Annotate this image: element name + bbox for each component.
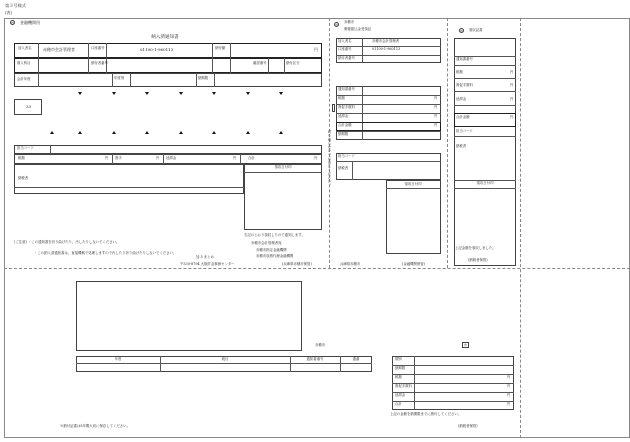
mark-up (212, 131, 216, 134)
mark-down (179, 92, 183, 95)
middle-vertical-note: 切り取らないでお出しください。 (327, 130, 332, 187)
middle-row-value: 赤穂市会計管理者 (372, 39, 400, 43)
right-row-label: 督促手数料 (456, 83, 473, 87)
middle-footer-left: 兵庫県赤穂市 (340, 262, 361, 266)
middle-row-label: 納付者番号 (338, 56, 355, 60)
stamp-circle-right: 市 (460, 29, 464, 33)
footer-right: (兵庫県赤穂市保管) (282, 262, 312, 266)
bottom-page-note: ※納付証書は5年間大切に保存してください。 (60, 424, 130, 428)
right-yen: 円 (510, 83, 514, 87)
form-number: 第３号様式 (5, 3, 26, 8)
subject-row (14, 58, 322, 73)
office-code-label: 担当コード (17, 146, 34, 150)
middle-row-value: 01100-1-960113 (372, 47, 401, 51)
mark-down (112, 92, 116, 95)
cut-line-horizontal (4, 268, 630, 269)
right-yen: 円 (510, 115, 514, 119)
taxpayer-label: 納税者 (18, 176, 29, 180)
office-code-row (14, 145, 322, 154)
fiscal-row (14, 73, 322, 87)
middle-row-label: 口座番号 (338, 47, 352, 51)
mark-up (145, 131, 149, 134)
right-row-label: 合計金額 (456, 115, 470, 119)
middle-amount-label: 督促手数料 (338, 105, 355, 109)
middle-payer-label: 納税者 (338, 166, 349, 170)
account-value: 01100-1-960113 (140, 47, 174, 52)
mark-down (78, 92, 82, 95)
stamp-circle-left: 市 (11, 21, 15, 25)
side-row-label: 合計 (395, 402, 402, 406)
middle-checkbox (332, 104, 335, 112)
cut-line-2 (447, 18, 448, 268)
middle-amount-label: 税額 (338, 96, 345, 100)
row-tax-yen: 円 (105, 156, 109, 160)
middle-receipt-label: 領収日付印 (404, 182, 422, 186)
right-title: 領収証書 (469, 28, 483, 32)
mark-up (179, 131, 183, 134)
right-row-label: 通知書番号 (456, 57, 473, 61)
middle-office-code: 担当コード (338, 154, 355, 158)
row-total-yen: 円 (314, 156, 318, 160)
bottom-header-serial: 通番 (352, 357, 360, 361)
side-footer-note: (納税者保管) (458, 424, 478, 428)
note-1: (ご注意) ・この通知書を折り曲げたり、汚したりしないでください。 (14, 240, 120, 244)
bottom-stamp-box: 市 (464, 342, 468, 347)
mark-up (279, 131, 283, 134)
side-footer: 上記の金額を納期限までに納付してください。 (390, 412, 462, 416)
page-footnote: 加 5 まとめ (196, 255, 214, 259)
left-title: 納入済通知書 (151, 35, 179, 40)
amount-yen: 円 (314, 47, 318, 52)
footer-center: 〒530-8794 大阪貯金事務センター (180, 262, 235, 266)
middle-yen: 円 (434, 114, 438, 118)
subject-label: 歳入科目 (17, 61, 31, 65)
row-fee-yen: 円 (156, 156, 160, 160)
receipt-stamp-box (244, 164, 322, 230)
row-late-label: 延滞金 (166, 156, 177, 160)
mark-up (78, 131, 82, 134)
side-row-label: 延滞金 (395, 393, 406, 397)
middle-title-top: 赤穂市 (344, 20, 355, 24)
row-total-label: 合計 (248, 156, 255, 160)
payer-value: 赤穂市会計管理者 (43, 47, 75, 52)
receipt-date-label: 領収日付印 (274, 165, 292, 169)
account-label: 口座番号 (91, 46, 105, 50)
right-row-label: 税額 (456, 70, 463, 74)
left-part-label: 金融機関用 (20, 20, 40, 25)
small-code-value: 33 (26, 104, 32, 109)
row-late-yen: 円 (233, 156, 237, 160)
side-yen: 円 (507, 375, 511, 379)
side-row-label: 期別 (395, 357, 402, 361)
form-variant: (表) (5, 10, 13, 15)
address-window (76, 281, 302, 351)
due-label: 納期限 (198, 76, 209, 80)
stamp-circle-middle: 市 (335, 23, 339, 27)
right-yen: 円 (510, 97, 514, 101)
mark-up (112, 131, 116, 134)
bank-2: 赤穂市指定金融機関 (256, 248, 287, 252)
middle-receipt-box (386, 180, 441, 254)
mark-down (145, 92, 149, 95)
middle-yen: 円 (434, 96, 438, 100)
bottom-tax-item: 赤穂市 (315, 343, 326, 347)
side-yen: 円 (507, 402, 511, 406)
bank-3: 赤穂市収納代理金融機関 (256, 254, 294, 258)
mark-down (212, 92, 216, 95)
bottom-header-year: 年度 (114, 357, 122, 361)
payer-label: 加入者名 (18, 46, 32, 50)
fiscal-label: 会計年度 (17, 77, 31, 81)
middle-amount-label: 合計金額 (338, 123, 352, 127)
mark-up (246, 131, 250, 134)
middle-yen: 円 (434, 105, 438, 109)
middle-footer-right: (金融機関保管) (402, 262, 425, 266)
right-yen: 円 (510, 70, 514, 74)
right-receipt-label: 領収日付印 (476, 181, 494, 185)
middle-amount-label: 延滞金 (338, 114, 349, 118)
side-row-label: 税額 (395, 375, 402, 379)
mark-down (246, 92, 250, 95)
mark-up (50, 131, 54, 134)
period-kind-label: 年度別 (114, 76, 125, 80)
side-yen: 円 (507, 384, 511, 388)
mark-down (279, 92, 283, 95)
bottom-header-tax: 税目 (221, 357, 229, 361)
notice-right: 右記のとおり領収したので通知します。 (244, 233, 305, 237)
middle-amount-label: 納期限 (338, 132, 349, 136)
bank-1: 赤穂市会計管理者宛 (251, 241, 282, 245)
calc-label: 確認番号 (253, 61, 267, 65)
amount-label: 納付額 (215, 46, 226, 50)
right-row-label: 延滞金 (456, 97, 467, 101)
right-footer-note: (納税者保管) (468, 258, 488, 262)
bottom-header-notice-no: 通知書番号 (306, 357, 324, 361)
row-fee-label: 督手 (115, 156, 122, 160)
note-2: ・この納入済通知書は、直接機械で処理しますので汚したり折り曲げたりしないでください。 (34, 251, 177, 255)
taxpayer-box (14, 164, 244, 194)
right-footer: 上記金額を領収しました。 (455, 246, 496, 250)
right-office-code: 担当コード (456, 129, 473, 133)
side-row-label: 督促手数料 (395, 384, 412, 388)
middle-title-bottom: 郵便振込金受領証 (344, 27, 372, 31)
side-row-label: 納期限 (395, 366, 406, 370)
middle-row-label: 加入者名 (338, 39, 352, 43)
row-tax-label: 税額 (18, 156, 25, 160)
middle-yen: 円 (434, 123, 438, 127)
cut-line-3 (520, 18, 521, 438)
code-label: 納付区分 (286, 61, 300, 65)
right-frame (454, 38, 516, 266)
side-yen: 円 (507, 393, 511, 397)
payer-no-label: 納付者番号 (91, 61, 108, 65)
right-payer-label: 納税者 (456, 144, 467, 148)
middle-amount-label: 通知書番号 (338, 87, 355, 91)
